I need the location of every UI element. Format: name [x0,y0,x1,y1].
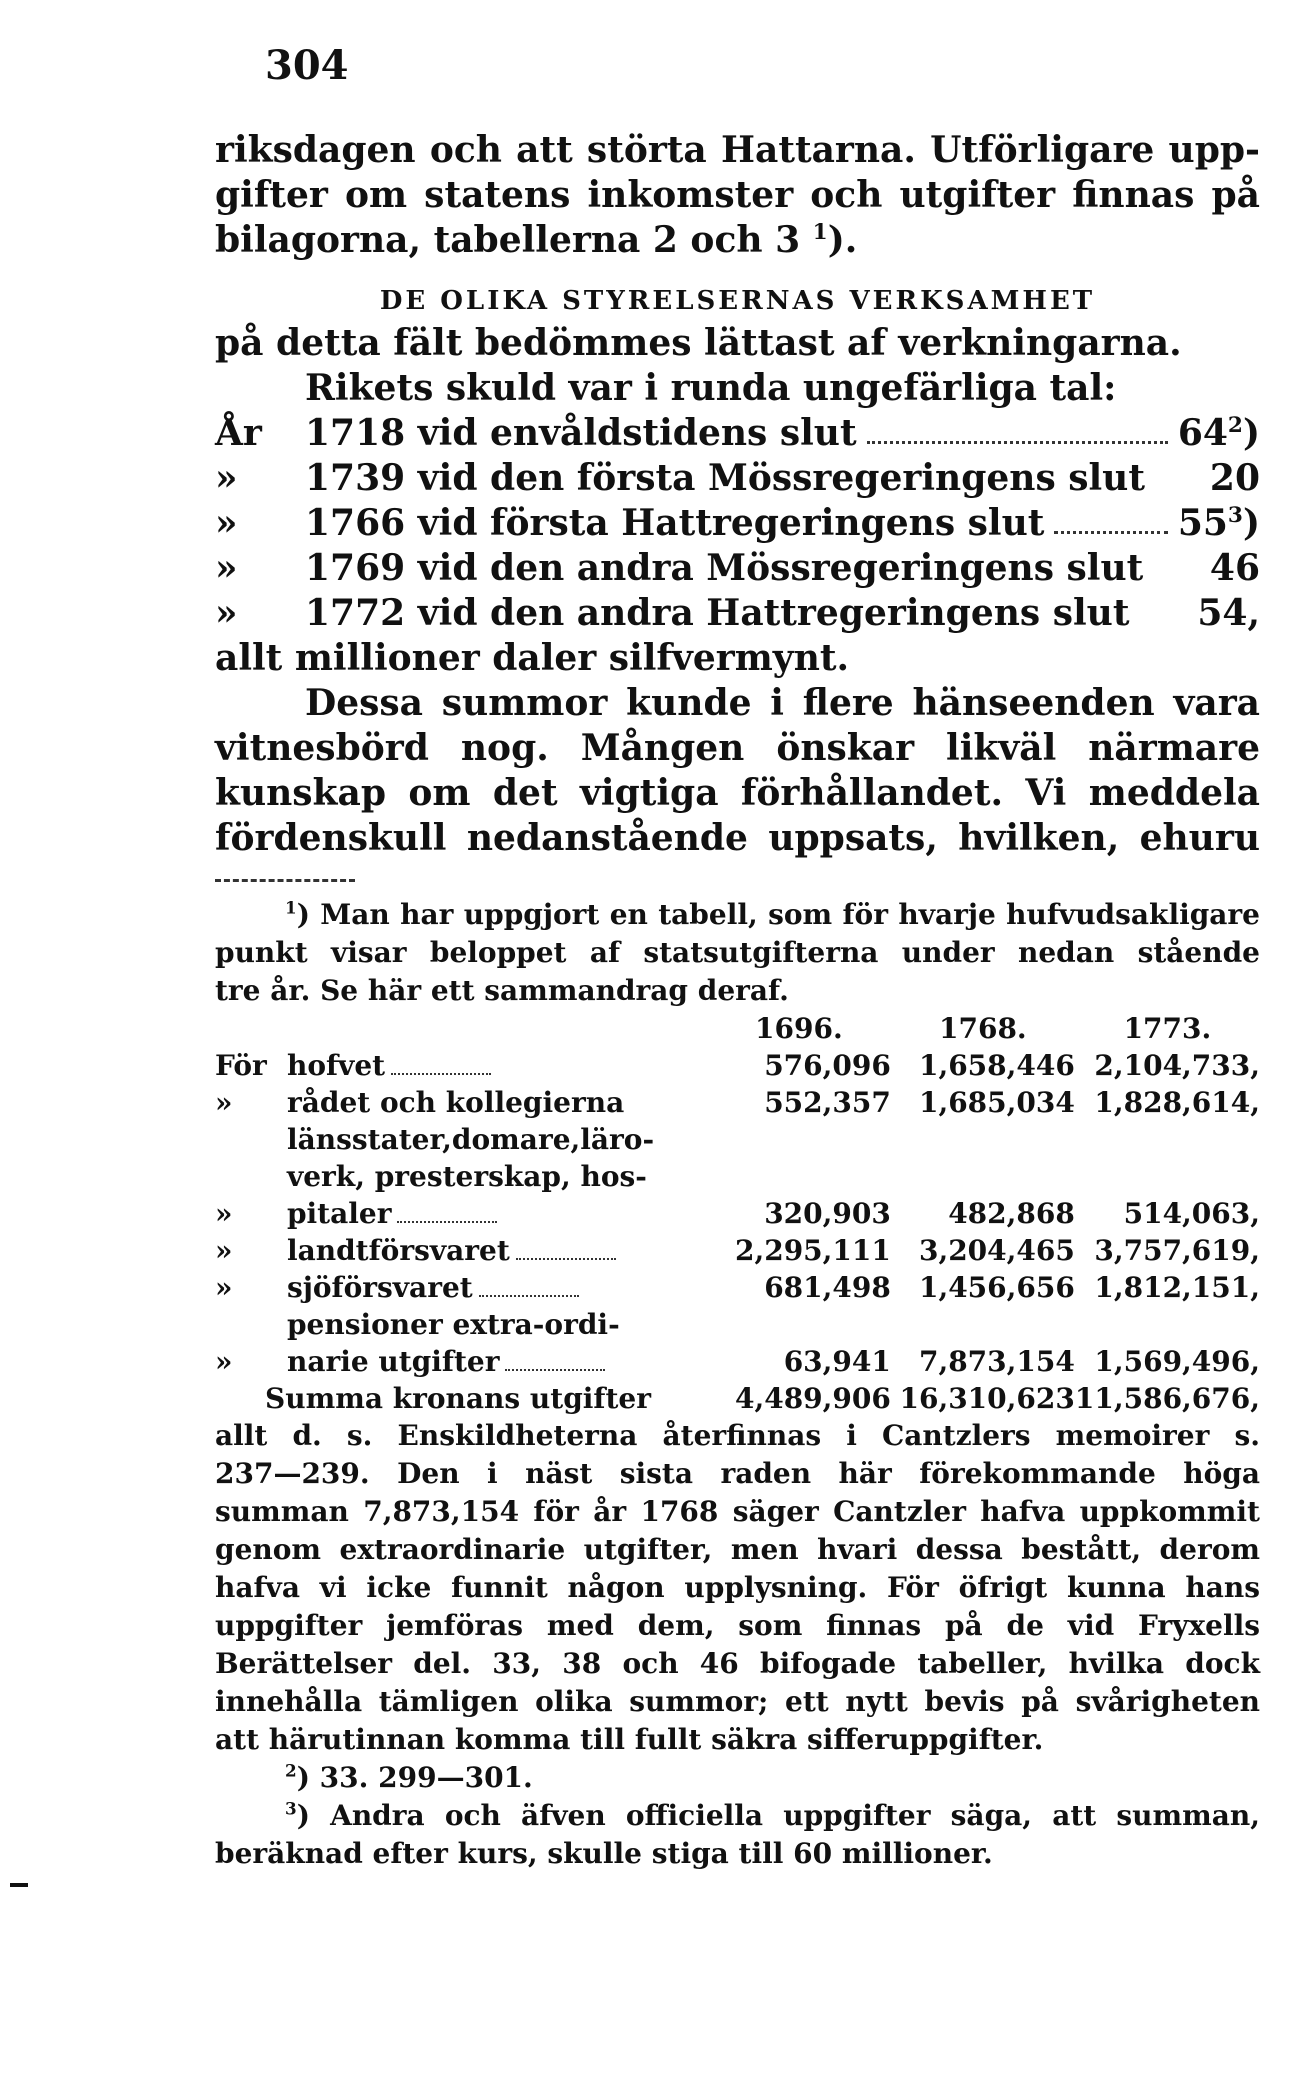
footnote-2-text: ) 33. 299—301. [296,1761,533,1794]
table-row [215,1269,1260,1306]
table-cell: 514,063, [1123,1197,1260,1230]
intro-line-3 [215,218,1260,263]
leader-dots [397,1221,497,1223]
table-cell: 552,357 [764,1086,891,1119]
debt-intro: Rikets skuld var i runda ungefärliga tal: [305,367,1117,409]
row-label-text: pitaler [286,1197,392,1230]
debt-row [215,546,1260,591]
footnote-separator [215,879,355,882]
row-label-line: länsstater,domare,läro- [286,1123,655,1156]
table-cell [287,1010,707,1047]
footnote-ref-2: 2 [1227,413,1243,438]
row-label-line [287,1195,707,1232]
row-label [287,1047,707,1084]
footnote-2-marker: 2 [285,1760,297,1781]
debt-value: 20 [1209,457,1260,499]
table-cell: 320,903 [764,1197,891,1230]
table-header-row [215,1010,1260,1047]
row-prefix: » [215,1345,233,1378]
row-label [287,1306,707,1380]
table-cell: 7,873,154 [918,1345,1075,1378]
debt-row-value [1178,411,1260,456]
table-row [215,1047,1260,1084]
total-cell: 4,489,906 [734,1382,891,1415]
table-cell: 1,812,151, [1094,1271,1260,1304]
debt-unit: allt millioner daler silfvermynt. [215,637,850,679]
footnote-1-cont-line: Berättelser del. 33, 38 och 46 bifogade tabeller, hvilka dock [215,1647,1260,1680]
row-label-text: sjöförsvaret [286,1271,473,1304]
table-row [215,1306,1260,1380]
leader-dots [479,1295,579,1297]
debt-row [215,501,1260,546]
footnote-1-cont-line: genom extraordinarie utgifter, men hvari dessa bestått, derom [215,1533,1260,1566]
debt-value: 46 [1209,547,1260,589]
row-label-line [287,1343,707,1380]
debt-value: 55 [1177,502,1228,544]
table-cell: 1,685,034 [918,1086,1075,1119]
row-label-text: hofvet [286,1049,386,1082]
para2-line-3: kunskap om det vigtiga förhållandet. Vi meddela [215,772,1260,814]
footnote-ref-1: 1 [812,220,828,245]
debt-value: 64 [1177,412,1228,454]
debt-value: 54, [1197,592,1260,634]
table-cell: 681,498 [764,1271,891,1304]
footnote-1-line-3: tre år. Se här ett sammandrag deraf. [215,974,789,1007]
footnote-1-cont-line: hafva vi icke funnit någon upplysning. För öfrigt kunna hans [215,1571,1260,1604]
footnote-3-text: ) Andra och äfven officiella uppgifter säga, att summan, [296,1799,1260,1832]
footnote-1-marker: 1 [285,897,297,918]
intro-line-1: riksdagen och att störta Hattarna. Utförligare upp- [215,129,1260,171]
year-header: 1773. [1123,1012,1212,1045]
debt-row-lead: » [215,457,238,499]
year-header: 1768. [939,1012,1027,1045]
debt-row-lead: År [215,412,262,454]
table-cell: 3,757,619, [1094,1234,1260,1267]
debt-row-value [1178,501,1260,546]
table-row [215,1084,1260,1121]
para2-line-4: fördenskull nedanstående uppsats, hvilken, ehuru [215,817,1260,859]
expenditure-table [215,1010,1260,1417]
row-prefix: » [215,1271,233,1304]
table-row [215,1121,1260,1232]
debt-row-text: 1718 vid envåldstidens slut [305,412,857,454]
table-cell: 2,104,733, [1094,1049,1260,1082]
debt-value-suffix: ) [1242,502,1260,544]
table-cell: 63,941 [783,1345,891,1378]
total-cell: 16,310,623 [899,1382,1075,1415]
table-cell: 3,204,465 [918,1234,1075,1267]
leader-dots [505,1369,605,1371]
row-prefix: » [215,1086,233,1119]
para2-line-1: Dessa summor kunde i flere hänseenden vara [305,682,1260,724]
debt-row-text: 1739 vid den första Mössregeringens slut [305,457,1145,499]
footnote-1-cont-line: summan 7,873,154 för år 1768 säger Cantzler hafva uppkommit [215,1495,1260,1528]
leader-dots [391,1073,491,1075]
table-cell: 576,096 [764,1049,891,1082]
page-number: 304 [265,42,349,89]
debt-row-text: 1769 vid den andra Mössregeringens slut [305,547,1144,589]
table-cell: 1,658,446 [918,1049,1075,1082]
debt-row-lead: » [215,547,238,589]
footnote-3-marker: 3 [285,1798,297,1819]
year-header: 1696. [755,1012,843,1045]
row-label [287,1269,707,1306]
footnote-1-cont-line: innehålla tämligen olika summor; ett nytt bevis på svårigheten [215,1685,1260,1718]
table-row [215,1232,1260,1269]
para2-line-2: vitnesbörd nog. Mången önskar likväl närmare [215,727,1260,769]
table-cell [215,1010,287,1047]
footnote-3-line-2: beräknad efter kurs, skulle stiga till 60 millioner. [215,1837,993,1870]
intro-line-3-text: bilagorna, tabellerna 2 och 3 [215,219,813,261]
row-label-text: narie utgifter [286,1345,500,1378]
table-cell: 1,828,614, [1094,1086,1260,1119]
total-cell: 11,586,676, [1074,1382,1260,1415]
debt-row [215,411,1260,456]
debt-row-lead: » [215,502,238,544]
page-body [215,128,1260,1873]
row-label [287,1121,707,1232]
table-cell: 482,868 [948,1197,1075,1230]
table-total-row [215,1380,1260,1417]
table-cell: 2,295,111 [734,1234,891,1267]
footnote-1-cont-line: allt d. s. Enskildheterna återfinnas i Cantzlers memoirer s. [215,1419,1260,1452]
footnote-1-cont-line: att härutinnan komma till fullt säkra sifferuppgifter. [215,1723,1044,1756]
table-cell: 1,456,656 [918,1271,1075,1304]
footnote-1-cont-line: uppgifter jemföras med dem, som finnas på de vid Fryxells [215,1609,1260,1642]
intro-line-3-end: ). [827,219,858,261]
section-heading: DE OLIKA STYRELSERNAS VERKSAMHET [379,286,1096,316]
row-label: rådet och kollegierna [286,1086,625,1119]
footnotes [215,896,1260,1873]
row-label-line: pensioner extra-ordi- [286,1308,620,1341]
footnote-1-text: ) Man har uppgjort en tabell, som för hvarje hufvudsakligare [296,898,1260,931]
row-label [287,1232,707,1269]
leader-dots [1054,501,1167,534]
footnote-1-cont-line: 237—239. Den i näst sista raden här förekommande höga [215,1457,1260,1490]
footnote-1-line-1 [215,896,1260,934]
after-heading-line: på detta fält bedömmes lättast af verkningarna. [215,322,1182,364]
row-prefix: » [215,1234,233,1267]
row-label-text: landtförsvaret [286,1234,510,1267]
row-prefix: » [215,1197,233,1230]
debt-row [215,456,1260,501]
table-cell: 1,569,496, [1094,1345,1260,1378]
row-prefix: För [215,1049,267,1082]
margin-mark [10,1883,28,1887]
total-label-text: Summa kronans utgifter [265,1382,651,1415]
debt-row-lead: » [215,592,238,634]
debt-row-text: 1772 vid den andra Hattregeringens slut [305,592,1130,634]
intro-line-2: gifter om statens inkomster och utgifter finnas på [215,174,1260,216]
leader-dots [867,411,1168,444]
footnote-1-line-2: punkt visar beloppet af statsutgifterna under nedan stående [215,936,1260,969]
debt-value-suffix: ) [1242,412,1260,454]
row-label-line: verk, presterskap, hos- [286,1160,647,1193]
debt-row-text: 1766 vid första Hattregeringens slut [305,502,1045,544]
footnote-2 [215,1759,1260,1797]
leader-dots [516,1258,616,1260]
total-label [215,1380,707,1417]
debt-row [215,591,1260,636]
footnote-3-line-1 [215,1797,1260,1835]
footnote-ref-3: 3 [1227,503,1243,528]
